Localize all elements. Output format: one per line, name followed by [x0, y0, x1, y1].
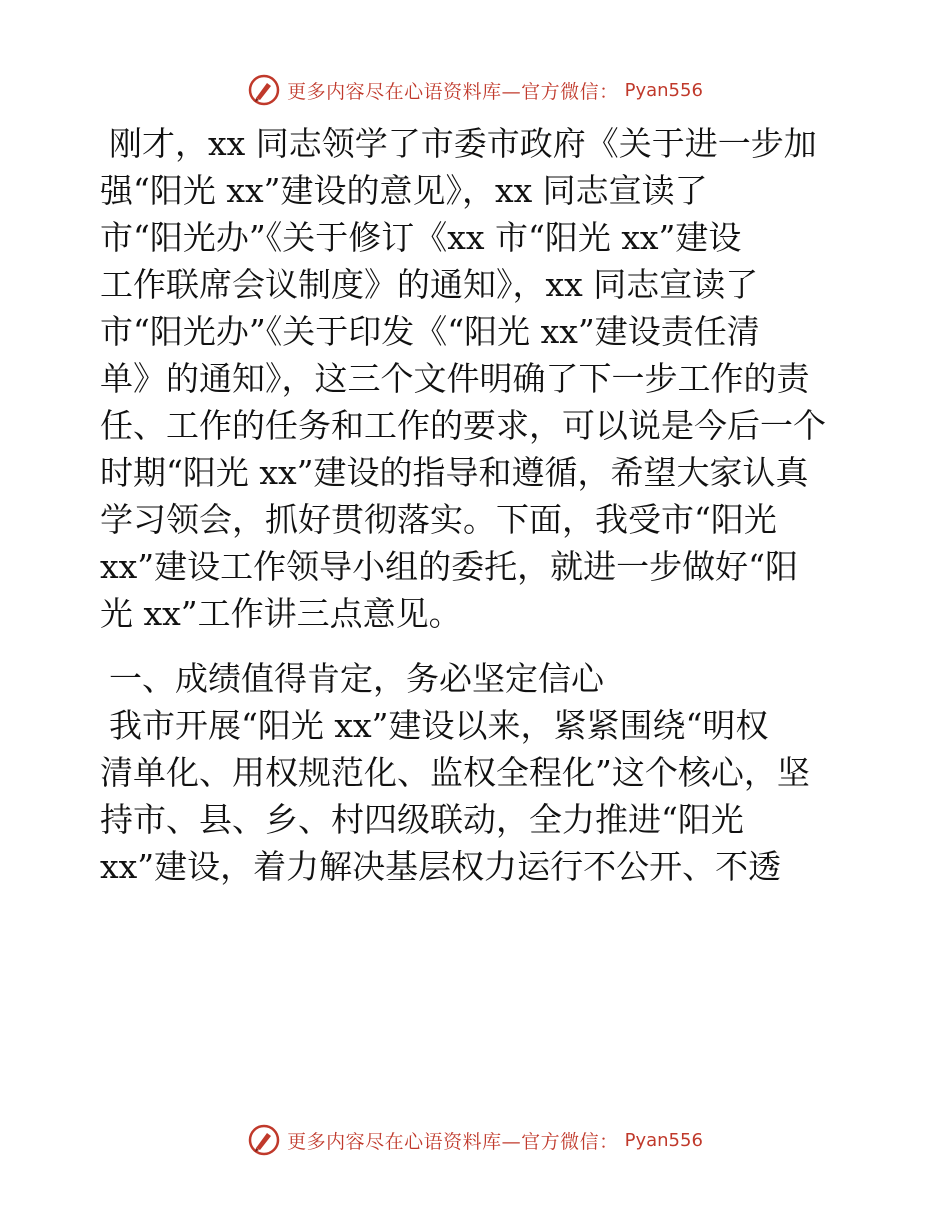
paragraph-1 [100, 120, 860, 637]
text-line: 刚才，xx 同志领学了市委市政府《关于进一步加 [109, 124, 817, 163]
header-watermark [0, 70, 950, 110]
footer-watermark [0, 1120, 950, 1160]
text-line: 清单化、用权规范化、监权全程化”这个核心，坚 [100, 753, 810, 792]
text-line: 市“阳光办”《关于印发《“阳光 xx”建设责任清 [100, 312, 760, 351]
paragraph-2 [100, 702, 860, 890]
text-line: xx”建设工作领导小组的委托，就进一步做好“阳 [100, 547, 798, 586]
text-line: 工作联席会议制度》的通知》，xx 同志宣读了 [100, 265, 759, 304]
text-line: 市“阳光办”《关于修订《xx 市“阳光 xx”建设 [100, 218, 742, 257]
text-line: xx”建设，着力解决基层权力运行不公开、不透 [100, 847, 782, 886]
text-line: 光 xx”工作讲三点意见。 [100, 594, 462, 633]
pen-logo-icon [247, 73, 281, 107]
text-line: 我市开展“阳光 xx”建设以来，紧紧围绕“明权 [109, 706, 769, 745]
header-watermark-text: 更多内容尽在心语资料库—官方微信： [287, 80, 619, 103]
text-line: 强“阳光 xx”建设的意见》，xx 同志宣读了 [100, 171, 708, 210]
header-wechat-id: Pyan556 [624, 79, 703, 101]
footer-watermark-text: 更多内容尽在心语资料库—官方微信： [287, 1130, 619, 1153]
text-line: 持市、县、乡、村四级联动，全力推进“阳光 [100, 800, 744, 839]
pen-logo-icon [247, 1123, 281, 1157]
text-line: 单》的通知》，这三个文件明确了下一步工作的责 [100, 359, 810, 398]
text-line: 任、工作的任务和工作的要求，可以说是今后一个 [100, 406, 826, 445]
text-line: 学习领会，抓好贯彻落实。下面，我受市“阳光 [100, 500, 777, 539]
document-body [100, 120, 860, 890]
section-heading: 一、成绩值得肯定，务必坚定信心 [109, 659, 604, 698]
footer-wechat-id: Pyan556 [624, 1129, 703, 1151]
text-line: 时期“阳光 xx”建设的指导和遵循，希望大家认真 [100, 453, 809, 492]
